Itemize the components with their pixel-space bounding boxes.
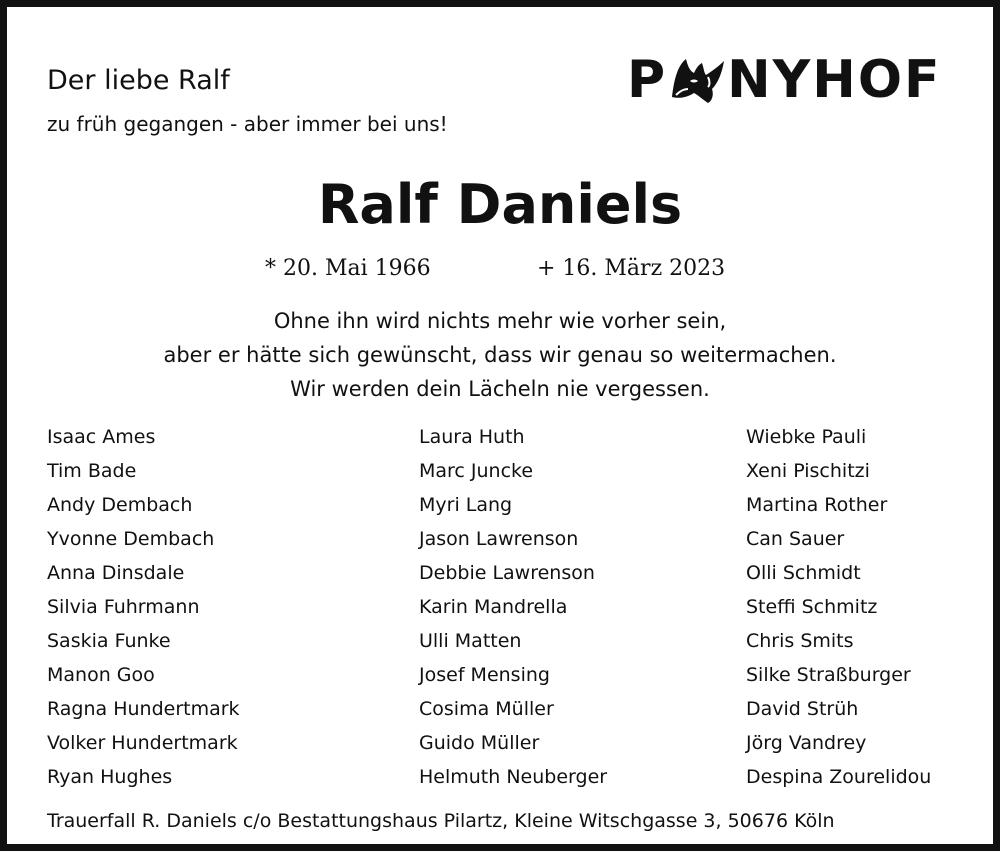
mourner-name: Myri Lang xyxy=(419,494,513,516)
mourner-name: David Strüh xyxy=(746,698,859,720)
mourner-name: Silke Straßburger xyxy=(746,664,911,686)
mourner-name: Laura Huth xyxy=(419,426,525,448)
quote-line: Ohne ihn wird nichts mehr wie vorher sein, xyxy=(273,309,727,333)
mourner-name: Anna Dinsdale xyxy=(47,562,185,584)
mourner-name: Karin Mandrella xyxy=(419,596,568,618)
ponyhof-logo xyxy=(627,47,947,113)
mourner-name: Jörg Vandrey xyxy=(746,732,867,754)
mourner-name: Ryan Hughes xyxy=(47,766,173,788)
death-date: + 16. März 2023 xyxy=(537,256,726,281)
mourner-column-1 xyxy=(47,420,240,794)
mourner-name: Tim Bade xyxy=(47,460,137,482)
mourner-name: Helmuth Neuberger xyxy=(419,766,608,788)
mourner-name: Jason Lawrenson xyxy=(419,528,579,550)
intro-heading: Der liebe Ralf xyxy=(47,65,230,96)
mourner-name: Can Sauer xyxy=(746,528,845,550)
mourner-name: Andy Dembach xyxy=(47,494,193,516)
quote-line: Wir werden dein Lächeln nie vergessen. xyxy=(290,377,710,401)
logo-prefix: P xyxy=(627,50,668,110)
mourner-name: Volker Hundertmark xyxy=(47,732,238,754)
mourner-name: Yvonne Dembach xyxy=(47,528,215,550)
mourner-name: Martina Rother xyxy=(746,494,888,516)
pony-head-icon xyxy=(668,55,726,105)
mourner-name: Ragna Hundertmark xyxy=(47,698,240,720)
mourner-column-2 xyxy=(419,420,607,794)
mourner-name: Chris Smits xyxy=(746,630,854,652)
mourner-name: Cosima Müller xyxy=(419,698,554,720)
birth-date: * 20. Mai 1966 xyxy=(265,256,431,281)
mourner-name: Silvia Fuhrmann xyxy=(47,596,200,618)
mourner-name: Marc Juncke xyxy=(419,460,534,482)
logo-suffix: NYHOF xyxy=(727,50,942,110)
mourner-name: Despina Zourelidou xyxy=(746,766,932,788)
mourner-column-3 xyxy=(746,420,931,794)
mourner-name: Steffi Schmitz xyxy=(746,596,878,618)
mourner-name: Guido Müller xyxy=(419,732,540,754)
mourner-name: Debbie Lawrenson xyxy=(419,562,595,584)
contact-address: Trauerfall R. Daniels c/o Bestattungshaus Pilartz, Kleine Witschgasse 3, 50676 Köln xyxy=(47,810,835,832)
mourner-name: Saskia Funke xyxy=(47,630,171,652)
mourner-name: Ulli Matten xyxy=(419,630,522,652)
intro-subheading: zu früh gegangen - aber immer bei uns! xyxy=(47,112,448,136)
mourner-name: Josef Mensing xyxy=(419,664,550,686)
mourner-name: Olli Schmidt xyxy=(746,562,861,584)
mourner-name: Wiebke Pauli xyxy=(746,426,867,448)
mourner-name: Isaac Ames xyxy=(47,426,156,448)
mourner-name: Manon Goo xyxy=(47,664,155,686)
memorial-quote xyxy=(7,304,993,406)
mourner-name: Xeni Pischitzi xyxy=(746,460,870,482)
quote-line: aber er hätte sich gewünscht, dass wir genau so weitermachen. xyxy=(163,343,837,367)
deceased-name: Ralf Daniels xyxy=(317,173,683,236)
